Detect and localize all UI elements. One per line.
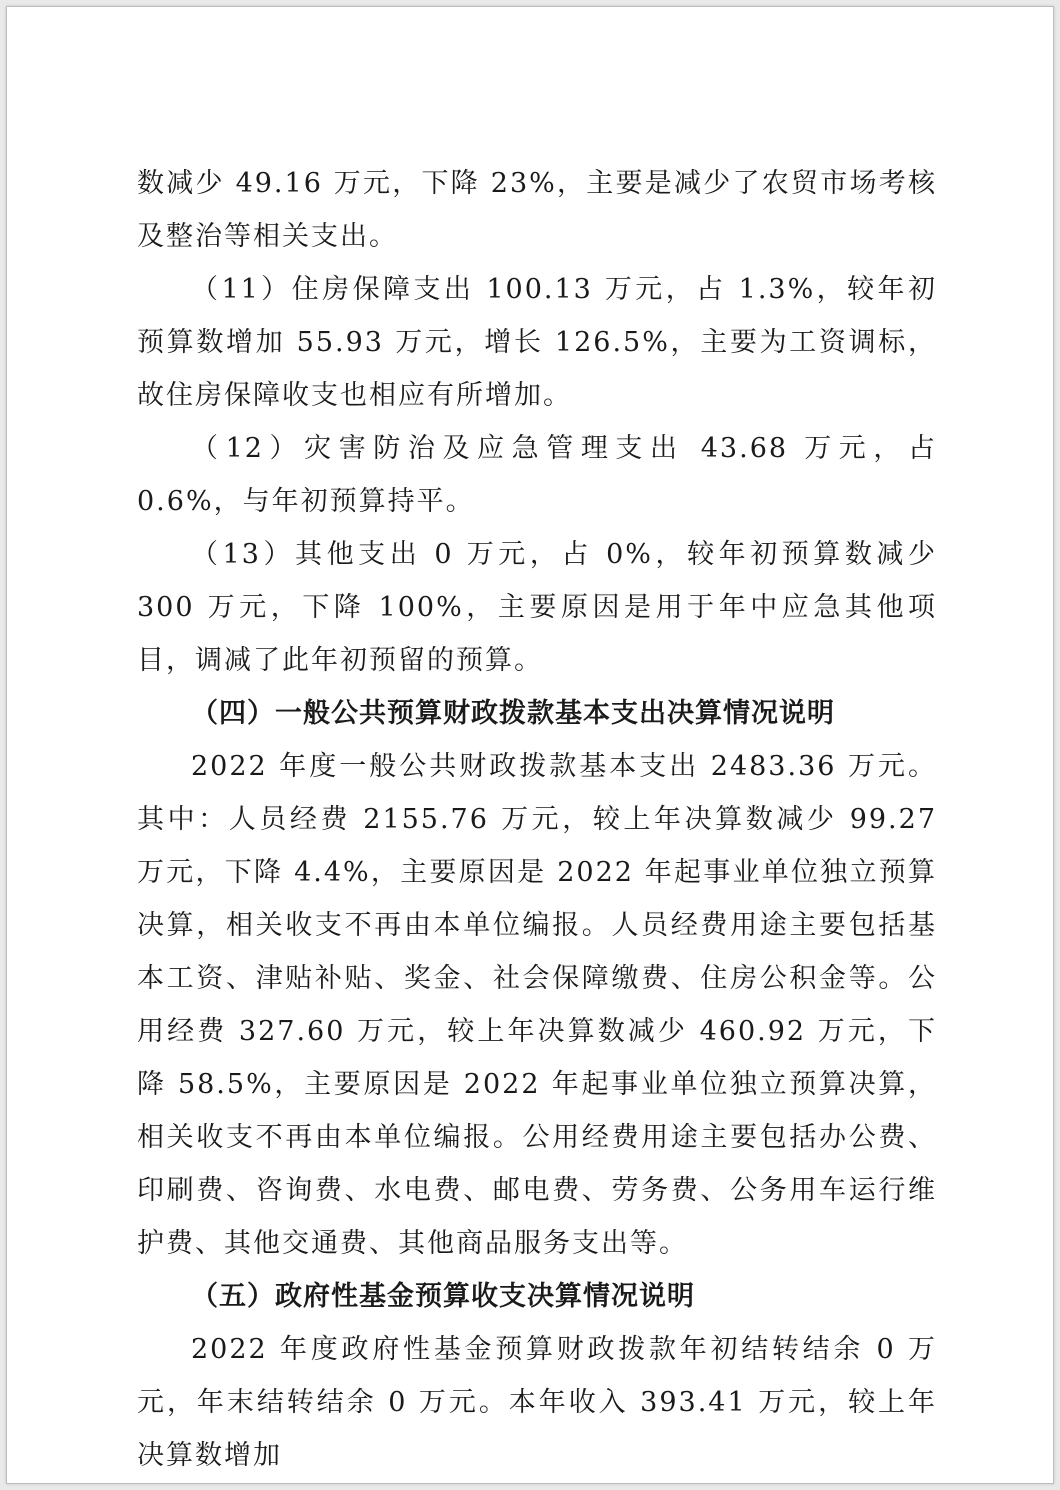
paragraph-basic-expenditure: 2022 年度一般公共财政拨款基本支出 2483.36 万元。其中：人员经费 2155.76 万元，较上年决算数减少 99.27 万元，下降 4.4%，主要原因是 2022 年起事业单位独立预算决算，相关收支不再由本单位编报。人员经费用途主要包括基本工资、津贴补贴、奖金、社会保障缴费、住房公积金等。公用经费 327.60 万元，较上年决算数减少 460.92 万元，下降 58.5%，主要原因是 2022 年起事业单位独立预算决算，相关收支不再由本单位编报。公用经费用途主要包括办公费、印刷费、咨询费、水电费、邮电费、劳务费、公务用车运行维护费、其他交通费、其他商品服务支出等。: [137, 751, 937, 1259]
paragraph-government-fund: 2022 年度政府性基金预算财政拨款年初结转结余 0 万元，年末结转结余 0 万元。本年收入 393.41 万元，较上年决算数增加: [137, 1334, 937, 1471]
section-heading-4: （四）一般公共预算财政拨款基本支出决算情况说明: [191, 698, 835, 729]
paragraph-item-11: （11）住房保障支出 100.13 万元，占 1.3%，较年初预算数增加 55.93 万元，增长 126.5%，主要为工资调标，故住房保障收支也相应有所增加。: [137, 274, 937, 411]
paragraph-item-12: （12）灾害防治及应急管理支出 43.68 万元，占 0.6%，与年初预算持平。: [137, 433, 937, 517]
section-heading-5: （五）政府性基金预算收支决算情况说明: [191, 1281, 695, 1312]
paragraph-continuation: 数减少 49.16 万元，下降 23%，主要是减少了农贸市场考核及整治等相关支出。: [137, 168, 937, 252]
paragraph-item-13: （13）其他支出 0 万元，占 0%，较年初预算数减少 300 万元，下降 100%，主要原因是用于年中应急其他项目，调减了此年初预留的预算。: [137, 539, 937, 676]
document-body: [137, 157, 937, 1482]
document-page: [6, 6, 1054, 1484]
